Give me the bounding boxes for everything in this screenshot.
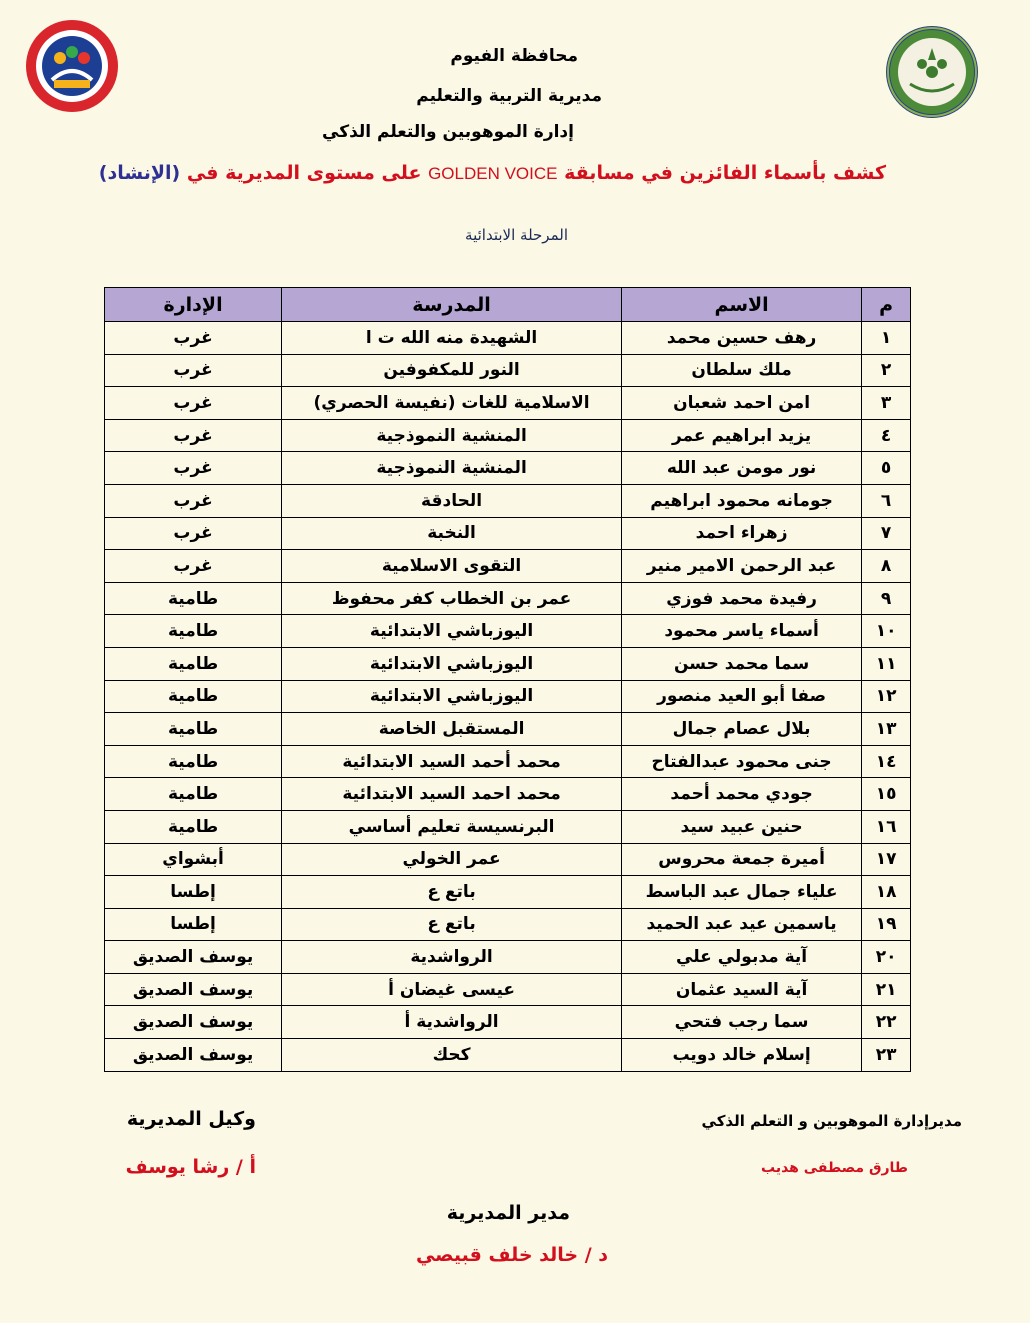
school-name: محمد أحمد السيد الابتدائية [282,745,622,778]
table-row [105,452,911,485]
department-name: طامية [105,680,282,713]
category-name: (الإنشاد) [98,162,181,184]
title-part-2: على مستوى المديرية في [186,162,422,184]
student-name: أميرة جمعة محروس [622,843,862,876]
student-name: يزيد ابراهيم عمر [622,419,862,452]
department-name: غرب [105,550,282,583]
table-row [105,582,911,615]
student-name: جومانه محمود ابراهيم [622,484,862,517]
row-number: ١٤ [862,745,911,778]
school-name: محمد احمد السيد الابتدائية [282,778,622,811]
student-name: رفيدة محمد فوزي [622,582,862,615]
table-row [105,908,911,941]
deputy-name: أ / رشا يوسف [125,1156,256,1178]
table-row [105,1006,911,1039]
school-name: باتع ع [282,876,622,909]
competition-name: GOLDEN VOICE [428,164,558,183]
department-name: غرب [105,517,282,550]
student-name: سما رجب فتحي [622,1006,862,1039]
row-number: ١ [862,322,911,355]
student-name: عبد الرحمن الامير منير [622,550,862,583]
talent-department-logo [24,18,120,114]
table-row [105,647,911,680]
department-name: يوسف الصديق [105,1039,282,1072]
school-name: البرنسيسة تعليم أساسي [282,810,622,843]
school-name: الرواشدية أ [282,1006,622,1039]
school-name: عمر الخولي [282,843,622,876]
row-number: ٧ [862,517,911,550]
student-name: امن احمد شعبان [622,387,862,420]
row-number: ١٦ [862,810,911,843]
row-number: ١٨ [862,876,911,909]
school-name: النخبة [282,517,622,550]
department-name: غرب [105,322,282,355]
winners-table [104,287,911,1072]
director-name: د / خالد خلف قبيصي [415,1244,608,1266]
school-name: الحادقة [282,484,622,517]
row-number: ١٧ [862,843,911,876]
school-name: اليوزباشي الابتدائية [282,615,622,648]
stage-label: المرحلة الابتدائية [465,226,568,244]
row-number: ٢٠ [862,941,911,974]
table-row [105,322,911,355]
student-name: إسلام خالد دويب [622,1039,862,1072]
school-name: الرواشدية [282,941,622,974]
department-name: إطسا [105,876,282,909]
manager-name: طارق مصطفى هديب [761,1160,908,1176]
row-number: ٨ [862,550,911,583]
table-header-row [105,288,911,322]
row-number: ١٠ [862,615,911,648]
header-dept: الإدارة [105,288,282,322]
row-number: ٣ [862,387,911,420]
table-row [105,550,911,583]
row-number: ٤ [862,419,911,452]
table-row [105,354,911,387]
table-row [105,387,911,420]
table-row [105,713,911,746]
student-name: حنين عبيد سيد [622,810,862,843]
school-name: المنشية النموذجية [282,419,622,452]
school-name: عمر بن الخطاب كفر محفوظ [282,582,622,615]
header-school: المدرسة [282,288,622,322]
table-row [105,484,911,517]
row-number: ١٣ [862,713,911,746]
department-name: طامية [105,615,282,648]
department-name: غرب [105,354,282,387]
school-name: كحك [282,1039,622,1072]
table-row [105,876,911,909]
table-row [105,843,911,876]
table-row [105,941,911,974]
department-name: طامية [105,810,282,843]
row-number: ٢٢ [862,1006,911,1039]
department-name: إطسا [105,908,282,941]
student-name: ملك سلطان [622,354,862,387]
document-title [99,162,886,184]
row-number: ٢١ [862,973,911,1006]
department-name: غرب [105,387,282,420]
row-number: ١١ [862,647,911,680]
department-name: أبشواي [105,843,282,876]
department-name: إدارة الموهوبين والتعلم الذكي [322,122,574,142]
header-num: م [862,288,911,322]
student-name: آية مدبولي علي [622,941,862,974]
school-name: المنشية النموذجية [282,452,622,485]
table-row [105,680,911,713]
school-name: اليوزباشي الابتدائية [282,680,622,713]
row-number: ١٩ [862,908,911,941]
school-name: الشهيدة منه الله ت ا [282,322,622,355]
row-number: ٩ [862,582,911,615]
department-name: طامية [105,778,282,811]
student-name: رهف حسين محمد [622,322,862,355]
student-name: جنى محمود عبدالفتاح [622,745,862,778]
student-name: أسماء ياسر محمود [622,615,862,648]
student-name: ياسمين عيد عبد الحميد [622,908,862,941]
student-name: آية السيد عثمان [622,973,862,1006]
table-row [105,419,911,452]
school-name: باتع ع [282,908,622,941]
school-name: التقوى الاسلامية [282,550,622,583]
table-row [105,517,911,550]
student-name: نور مومن عبد الله [622,452,862,485]
student-name: سما محمد حسن [622,647,862,680]
row-number: ٥ [862,452,911,485]
school-name: النور للمكفوفين [282,354,622,387]
table-row [105,973,911,1006]
department-name: غرب [105,484,282,517]
student-name: بلال عصام جمال [622,713,862,746]
table-row [105,778,911,811]
director-title: مدير المديرية [446,1202,570,1224]
student-name: صفا أبو العيد منصور [622,680,862,713]
row-number: ٢ [862,354,911,387]
governorate-name: محافظة الفيوم [450,46,578,66]
table-row [105,745,911,778]
table-row [105,1039,911,1072]
student-name: جودي محمد أحمد [622,778,862,811]
table-row [105,615,911,648]
department-name: طامية [105,745,282,778]
education-directorate-logo [884,24,980,120]
school-name: اليوزباشي الابتدائية [282,647,622,680]
student-name: علياء جمال عبد الباسط [622,876,862,909]
title-part-1: كشف بأسماء الفائزين في مسابقة [564,162,886,184]
department-name: يوسف الصديق [105,1006,282,1039]
row-number: ٦ [862,484,911,517]
school-name: المستقبل الخاصة [282,713,622,746]
manager-title: مديرإدارة الموهوبين و التعلم الذكي [701,1112,962,1130]
header-name: الاسم [622,288,862,322]
department-name: غرب [105,452,282,485]
department-name: غرب [105,419,282,452]
student-name: زهراء احمد [622,517,862,550]
row-number: ١٢ [862,680,911,713]
deputy-title: وكيل المديرية [126,1108,256,1130]
table-row [105,810,911,843]
row-number: ١٥ [862,778,911,811]
department-name: طامية [105,582,282,615]
directorate-name: مديرية التربية والتعليم [416,86,602,106]
department-name: طامية [105,713,282,746]
department-name: يوسف الصديق [105,941,282,974]
school-name: عيسى غيضان أ [282,973,622,1006]
department-name: يوسف الصديق [105,973,282,1006]
row-number: ٢٣ [862,1039,911,1072]
school-name: الاسلامية للغات (نفيسة الحصري) [282,387,622,420]
department-name: طامية [105,647,282,680]
